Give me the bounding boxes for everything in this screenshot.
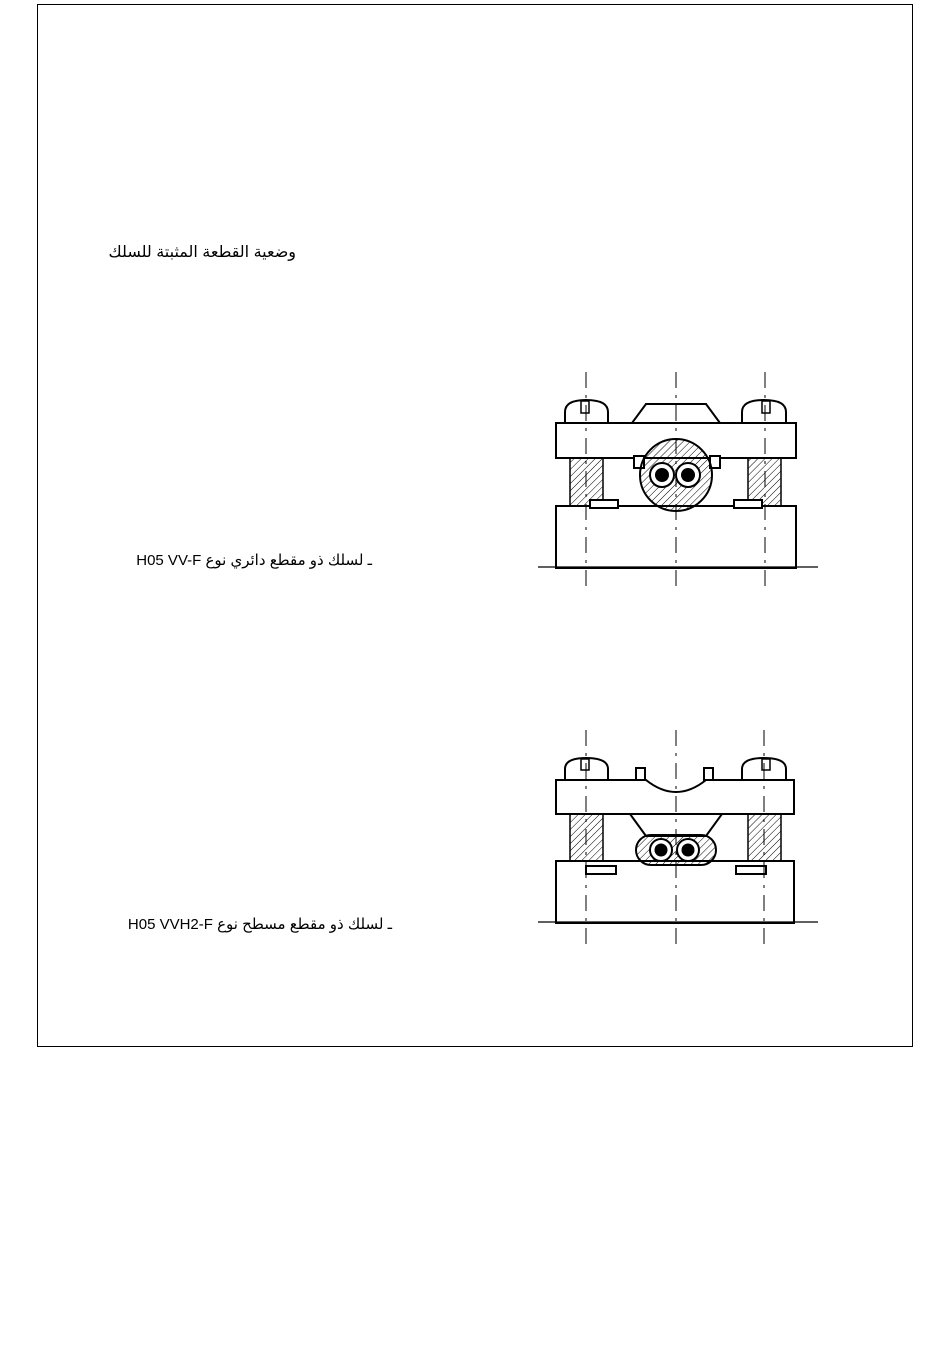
caption-round-cable: ـ لسلك ذو مقطع دائري نوع H05 VV-F [136, 552, 372, 569]
caption-flat-cable: ـ لسلك ذو مقطع مسطح نوع H05 VVH2-F [127, 916, 392, 933]
heading: وضعية القطعة المثبتة للسلك [108, 244, 296, 261]
diagram-round-cable-clamp [530, 368, 820, 593]
diagram-flat-cable-clamp [530, 728, 820, 953]
